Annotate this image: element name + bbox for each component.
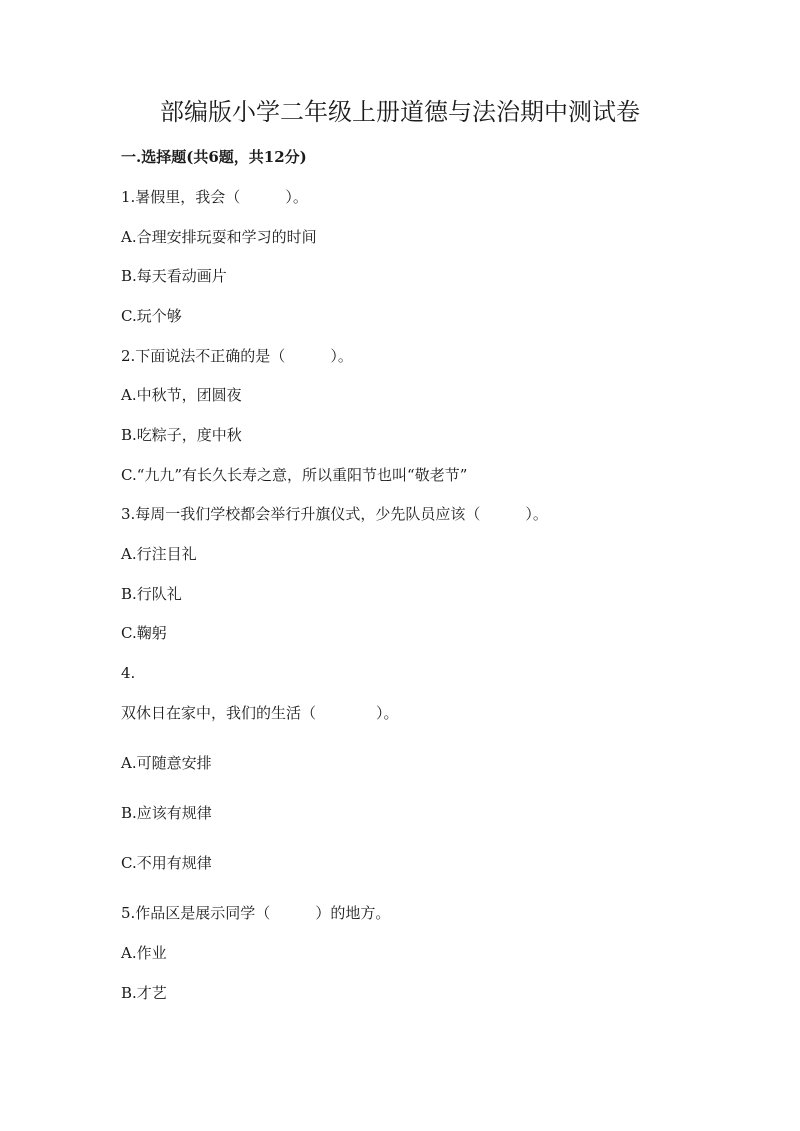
question-3-option-b: B.行队礼 bbox=[121, 585, 182, 603]
question-2-option-c: C.“九九”有长久长寿之意，所以重阳节也叫“敬老节” bbox=[121, 466, 468, 484]
question-4-option-c: C.不用有规律 bbox=[121, 854, 212, 872]
question-4-stem: 双休日在家中，我们的生活（ ）。 bbox=[121, 704, 399, 722]
page-title: 部编版小学二年级上册道德与法治期中测试卷 bbox=[160, 98, 640, 126]
question-1-option-a: A.合理安排玩耍和学习的时间 bbox=[121, 228, 317, 246]
question-3-option-a: A.行注目礼 bbox=[121, 545, 197, 563]
question-5-option-a: A.作业 bbox=[121, 944, 167, 962]
question-5-stem: 5.作品区是展示同学（ ）的地方。 bbox=[121, 904, 391, 922]
question-1-option-c: C.玩个够 bbox=[121, 307, 182, 325]
question-2-stem: 2.下面说法不正确的是（ ）。 bbox=[121, 347, 353, 365]
question-4-number: 4. bbox=[121, 664, 136, 682]
question-2-option-b: B.吃粽子，度中秋 bbox=[121, 426, 242, 444]
question-5-option-b: B.才艺 bbox=[121, 984, 167, 1002]
question-1-option-b: B.每天看动画片 bbox=[121, 267, 227, 285]
question-4-option-b: B.应该有规律 bbox=[121, 804, 212, 822]
question-2-option-a: A.中秋节，团圆夜 bbox=[121, 386, 242, 404]
question-1-stem: 1.暑假里，我会（ ）。 bbox=[121, 188, 308, 206]
section-heading: 一.选择题(共6题，共12分) bbox=[121, 148, 307, 166]
question-3-option-c: C.鞠躬 bbox=[121, 624, 167, 642]
question-4-option-a: A.可随意安排 bbox=[121, 754, 212, 772]
question-3-stem: 3.每周一我们学校都会举行升旗仪式，少先队员应该（ ）。 bbox=[121, 505, 548, 523]
